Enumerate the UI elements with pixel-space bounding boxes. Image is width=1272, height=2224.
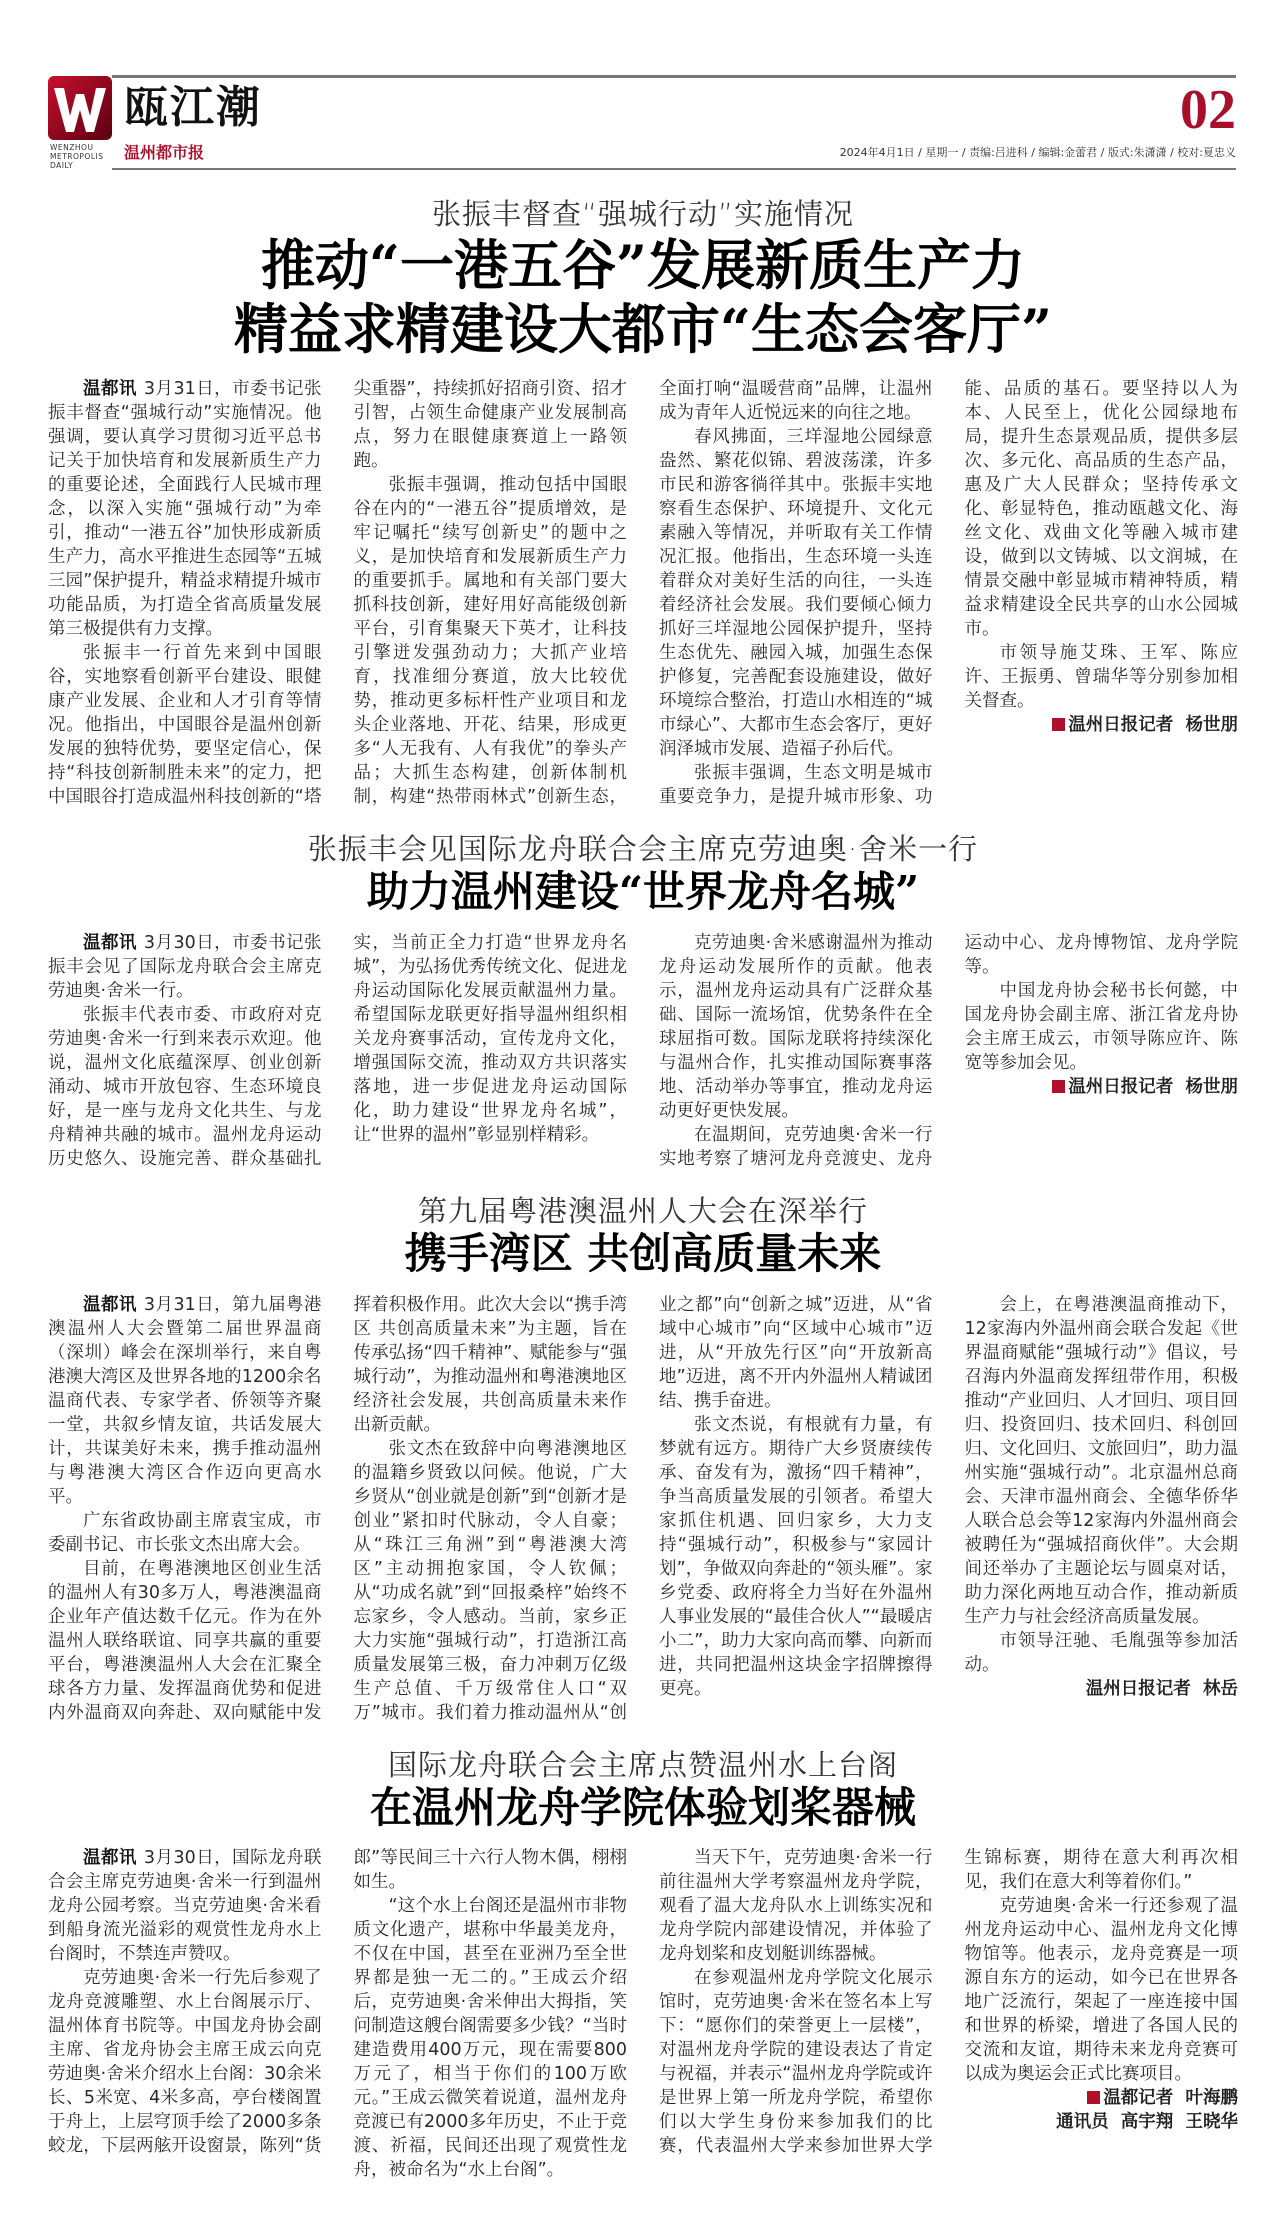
paragraph-text: 张文杰说，有根就有力量，有梦就有远方。期待广大乡贤赓续传承、奋发有为，激扬“四千精神”，争当高质量发展的引领者。希望大家抓住机遇、回归家乡，大力支持“强城行动”，积极参与“家园计划”，争做双向奔赴的“领头雁”。家乡党委、政府将全力当好在外温州人事业发展的“最佳合伙人”“最暖店小二”，助力大家向高而攀、向新而进，共同把温州这块金字招牌擦得更亮。 [659, 1414, 933, 1699]
article-headline [48, 1229, 1238, 1279]
section-title: 瓯江潮 [124, 82, 262, 133]
article-paragraph [354, 1894, 628, 2182]
article-body [48, 931, 1238, 1171]
article-body [48, 377, 1238, 809]
article-kicker: 张振丰督查“强城行动”实施情况 [431, 197, 855, 231]
byline-text: 通讯员 高宇翔 王晓华 [1056, 2112, 1238, 2133]
article-paragraph [659, 931, 933, 1123]
byline [965, 1677, 1239, 1701]
paragraph-text: 3月30日，市委书记张振丰会见了国际龙舟联合会主席克劳迪奥·舍米一行。 [48, 932, 322, 1001]
paragraph-text: 春风拂面，三垟湿地公园绿意盎然、繁花似锦、碧波荡漾，许多市民和游客徜徉其中。张振丰实地察看生态保护、环境提升、文化元素融入等情况，并听取有关工作情况汇报。他指出，生态环境一头连着群众对美好生活的向往，一头连着经济社会发展。我们要倾心倾力抓好三垟湿地公园保护提升，坚持生态优先、融园入城，加强生态保护修复，完善配套设施建设，做好环境综合整治，打造山水相连的“城市绿心”、大都市生态会客厅，更好润泽城市发展、造福子孙后代。 [659, 427, 933, 760]
headline-line: 精益求精建设大都市“生态会客厅” [233, 296, 1053, 361]
masthead-bottom-rule [112, 168, 1236, 170]
paragraph-text: 市领导汪驰、毛胤强等参加活动。 [964, 1630, 1238, 1675]
page-content [48, 180, 1238, 2224]
article-paragraph [48, 377, 322, 641]
logo-english [50, 143, 103, 170]
newspaper-logo-icon [48, 76, 112, 140]
logo-en-line: METROPOLIS [50, 152, 104, 161]
masthead-top-rule [112, 75, 1236, 78]
headline-line: 携手湾区 共创高质量未来 [404, 1228, 882, 1278]
paragraph-text: 3月30日，国际龙舟联合会主席克劳迪奥·舍米一行到温州龙舟公园考察。当克劳迪奥·舍米看到船身流光溢彩的观赏性龙舟水上台阁时，不禁连声赞叹。 [48, 1848, 322, 1965]
paragraph-text: 中国龙舟协会秘书长何懿，中国龙舟协会副主席、浙江省龙舟协会主席王成云，市领导陈应许、陈宽等参加会见。 [964, 980, 1238, 1073]
byline [965, 2110, 1239, 2134]
article-4 [48, 1747, 1238, 2183]
article-1 [48, 196, 1238, 809]
logo-en-line: DAILY [50, 161, 74, 170]
byline-text: 温州日报记者 杨世朋 [1068, 715, 1238, 736]
article-paragraph [659, 1846, 933, 1966]
article-paragraph [48, 1846, 322, 1966]
article-paragraph [48, 931, 322, 1003]
article-paragraph [965, 1293, 1239, 1629]
headline-line: 在温州龙舟学院体验划桨器械 [369, 1782, 916, 1832]
byline-text: 温州日报记者 林岳 [1085, 1678, 1238, 1699]
article-kicker: 张振丰会见国际龙舟联合会主席克劳迪奥·舍米一行 [307, 832, 979, 867]
article-kicker: 国际龙舟联合会主席点赞温州水上台阁 [387, 1747, 898, 1782]
paragraph-text: 3月31日，市委书记张振丰督查“强城行动”实施情况。他强调，要认真学习贯彻习近平总书记关于加快培育和发展新质生产力的重要论述，全面践行人民城市理念，以深入实施“强城行动”为牵引，推动“一港五谷”加快形成新质生产力，高水平推进生态园等“五城三园”保护提升，精益求精提升城市功能品质，为打造全省高质量发展第三极提供有力支撑。 [48, 379, 322, 640]
dateline: 2024年4月1日 / 星期一 / 责编:吕进科 / 编辑:金蕾君 / 版式:朱潇潇 / 校对:夏忠义 [839, 146, 1236, 159]
paragraph-text: 在温期间，克劳迪奥·舍米一行实地考察了塘河龙舟竞渡史、龙舟运动中心、龙舟博物馆、龙舟学院等。 [659, 932, 1238, 1169]
article-paragraph [659, 425, 933, 761]
article-paragraph [965, 1894, 1239, 2086]
byline [965, 2086, 1239, 2110]
red-square-icon [1052, 1080, 1065, 1093]
byline-text: 温州日报记者 杨世朋 [1068, 1076, 1238, 1097]
paragraph-text: 市领导施艾珠、王军、陈应许、王振勇、曾瑞华等分别参加相关督查。 [964, 643, 1238, 712]
article-headline [48, 1783, 1238, 1833]
article-body [48, 1293, 1238, 1725]
paragraph-text: 在参观温州龙舟学院文化展示馆时，克劳迪奥·舍米在签名本上写下：“愿你们的荣誉更上一层楼”，对温州龙舟学院的建设表达了肯定与祝福，并表示“温州龙舟学院或许是世界上第一所龙舟学院，希望你们以大学生身份来参加我们的比赛，代表温州大学来参加世界大学生锦标赛，期待在意大利再次相见，我们在意大利等着你们。” [659, 1848, 1238, 2157]
paragraph-text: 张振丰强调，生态文明是城市重要竞争力，是提升城市形象、功能、品质的基石。要坚持以人为本、人民至上，优化公园绿地布局，提升生态景观品质，提供多层次、多元化、高品质的生态产品，惠及广大人民群众；坚持传承文化、彰显特色，推动瓯越文化、海丝文化、戏曲文化等融入城市建设，做到以文铸城、以文润城，在情景交融中彰显城市精神特质，精益求精建设全民共享的山水公园城市。 [659, 379, 1238, 808]
paragraph-text: 克劳迪奥·舍米一行先后参观了龙舟竞渡雕塑、水上台阁展示厅、温州体育书院等。中国龙舟协会副主席、省龙舟协会主席王成云向克劳迪奥·舍米介绍水上台阁：30余米长、5米宽、4米多高，亭台楼阁置于舟上，上层穹顶手绘了2000多条蛟龙，下层两舷开设窗景，陈列“货郎”等民间三十六行人物木偶，栩栩如生。 [48, 1848, 627, 2157]
article-3 [48, 1193, 1238, 1725]
article-paragraph [965, 641, 1239, 713]
paragraph-text: 张振丰一行首先来到中国眼谷，实地察看创新平台建设、眼健康产业发展、企业和人才引育等情况。他指出，中国眼谷是温州创新发展的独特优势，要坚定信心，保持“科技创新制胜未来”的定力，把中国眼谷打造成温州科技创新的“塔尖重器”，持续抓好招商引资、招才引智，占领生命健康产业发展制高点，努力在眼健康赛道上一路领跑。 [48, 379, 627, 808]
article-kicker: 第九届粤港澳温州人大会在深举行 [417, 1193, 868, 1228]
dateline-lead: 温都讯 [83, 932, 137, 953]
red-square-icon [1087, 2091, 1100, 2104]
paragraph-text: 目前，在粤港澳地区创业生活的温州人有30多万人，粤港澳温商企业年产值达数千亿元。作为在外温州人联络联谊、同享共赢的重要平台，粤港澳温州人大会在汇聚全球各方力量、发挥温商优势和促进内外温商双向奔赴、双向赋能中发挥着积极作用。此次大会以“携手湾区 共创高质量未来”为主题，旨在传承弘扬“四千精神”、赋能参与“强城行动”，为推动温州和粤港澳地区经济社会发展，共创高质量未来作出新贡献。 [48, 1294, 627, 1723]
logo-en-line: WENZHOU [50, 143, 94, 152]
article-paragraph [48, 1293, 322, 1509]
paragraph-text: 克劳迪奥·舍米感谢温州为推动龙舟运动发展所作的贡献。他表示，温州龙舟运动具有广泛群众基础、国际一流场馆，优势条件在全球屈指可数。国际龙联将持续深化与温州合作，扎实推动国际赛事落地、活动举办等事宜，推动龙舟运动更好更快发展。 [659, 932, 933, 1121]
byline [965, 1075, 1239, 1099]
article-2 [48, 831, 1238, 1171]
paragraph-text: 会上，在粤港澳温商推动下，12家海内外温州商会联合发起《世界温商赋能“强城行动”》倡议，号召海内外温商发挥纽带作用，积极推动“产业回归、人才回归、项目回归、投资回归、技术回归、科创回归、文化回归、文旅回归”，助力温州实施“强城行动”。北京温州总商会、天津市温州商会、全德华侨华人联合总会等12家海内外温州商会被聘任为“强城招商伙伴”。大会期间还举办了主题论坛与圆桌对话，助力深化两地互动合作，推动新质生产力与社会经济高质量发展。 [964, 1294, 1238, 1627]
article-headline [48, 867, 1238, 917]
paragraph-text: “这个水上台阁还是温州市非物质文化遗产，堪称中华最美龙舟，不仅在中国，甚至在亚洲乃至全世界都是独一无二的。”王成云介绍后，克劳迪奥·舍米伸出大拇指，笑问制造这艘台阁需要多少钱？“当时建造费用400万元，现在需要800万元了，相当于你们的100万欧元。”王成云微笑着说道，温州龙舟竞渡已有2000多年历史，不止于竞渡、祈福，民间还出现了观赏性龙舟，被命名为“水上台阁”。 [353, 1896, 627, 2181]
article-paragraph [965, 979, 1239, 1075]
paragraph-text: 张振丰代表市委、市政府对克劳迪奥·舍米一行到来表示欢迎。他说，温州文化底蕴深厚、创业创新涌动、城市开放包容、生态环境良好，是一座与龙舟文化共生、与龙舟精神共融的城市。温州龙舟运动历史悠久、设施完善、群众基础扎实，当前正全力打造“世界龙舟名城”，为弘扬优秀传统文化、促进龙舟运动国际化发展贡献温州力量。希望国际龙联更好指导温州组织相关龙舟赛事活动，宣传龙舟文化，增强国际交流，推动双方共识落实落地，进一步促进龙舟运动国际化，助力建设“世界龙舟名城”，让“世界的温州”彰显别样精彩。 [48, 932, 627, 1169]
paragraph-text: 当天下午，克劳迪奥·舍米一行前往温州大学考察温州龙舟学院，观看了温大龙舟队水上训练实况和龙舟学院内部建设情况，并体验了龙舟划桨和皮划艇训练器械。 [659, 1848, 933, 1965]
headline-line: 推动“一港五谷”发展新质生产力 [260, 233, 1026, 297]
article-headline [48, 234, 1238, 361]
dateline-lead: 温都讯 [83, 1294, 137, 1315]
article-paragraph [965, 1629, 1239, 1677]
dateline-lead: 温都讯 [83, 1848, 137, 1869]
paragraph-text: 克劳迪奥·舍米一行还参观了温州龙舟运动中心、温州龙舟文化博物馆等。他表示，龙舟竞赛是一项源自东方的运动，如今已在世界各地广泛流行，架起了一座连接中国和世界的桥梁，增进了各国人民的交流和友谊，期待未来龙舟竞赛可以成为奥运会正式比赛项目。 [964, 1896, 1238, 2085]
byline-text: 温都记者 叶海鹏 [1103, 2088, 1238, 2109]
masthead [0, 0, 1272, 180]
byline [965, 713, 1239, 737]
article-body [48, 1846, 1238, 2182]
page-number: 02 [1180, 79, 1236, 141]
dateline-lead: 温都讯 [83, 379, 137, 400]
red-square-icon [1052, 718, 1065, 731]
article-paragraph [659, 1413, 933, 1701]
paragraph-text: 广东省政协副主席袁宝成，市委副书记、市长张文杰出席大会。 [48, 1510, 322, 1555]
article-paragraph [48, 1509, 322, 1557]
paragraph-text: 张文杰在致辞中向粤港澳地区的温籍乡贤致以问候。他说，广大乡贤从“创业就是创新”到“创新才是创业”紧扣时代脉动，令人自豪；从“珠江三角洲”到“粤港澳大湾区”主动拥抱家国，令人钦佩；从“功成名就”到“回报桑梓”始终不忘家乡，令人感动。当前，家乡正大力实施“强城行动”，打造浙江高质量发展第三极，奋力冲刺万亿级生产总值、千万级常住人口“双万”城市。我们着力推动温州从“创业之都”向“创新之城”迈进，从“省域中心城市”向“区域中心城市”迈进，从“开放先行区”向“开放新高地”迈进，离不开内外温州人精诚团结、携手奋进。 [353, 1294, 933, 1723]
headline-line: 助力温州建设“世界龙舟名城” [366, 867, 920, 917]
paragraph-text: 3月31日，第九届粤港澳温州人大会暨第二届世界温商（深圳）峰会在深圳举行，来自粤港澳大湾区及世界各地的1200余名温商代表、专家学者、侨领等齐聚一堂，共叙乡情友谊，共话发展大计，共谋美好未来，携手推动温州与粤港澳大湾区合作迈向更高水平。 [48, 1294, 322, 1507]
paragraph-text: 张振丰强调，推动包括中国眼谷在内的“一港五谷”提质增效，是牢记嘱托“续写创新史”的题中之义，是加快培育和发展新质生产力的重要抓手。属地和有关部门要大抓科技创新，建好用好高能级创新平台，引育集聚天下英才，让科技引擎迸发强劲动力；大抓产业培育，找准细分赛道，放大比较优势，推动更多标杆性产业项目和龙头企业落地、开花、结果，形成更多“人无我有、人有我优”的拳头产品；大抓生态构建，创新体制机制，构建“热带雨林式”创新生态，全面打响“温暖营商”品牌，让温州成为青年人近悦远来的向往之地。 [353, 379, 933, 808]
paper-name: 温州都市报 [124, 143, 205, 162]
